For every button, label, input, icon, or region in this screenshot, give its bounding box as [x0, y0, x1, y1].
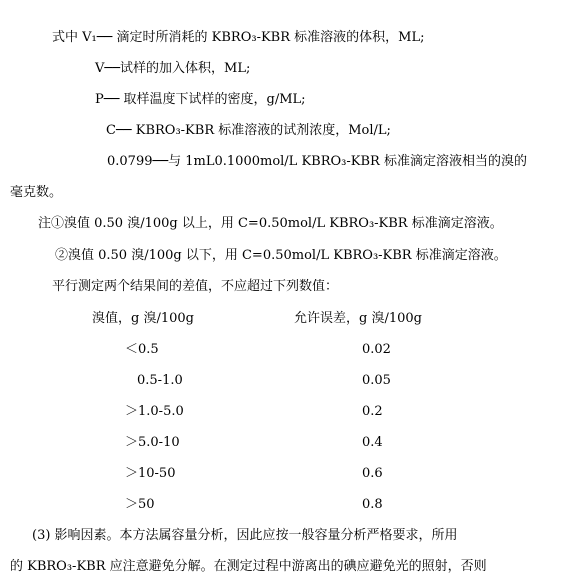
definition-v1: 式中 V₁── 滴定时所消耗的 KBRO₃-KBR 标准溶液的体积，ML; — [52, 30, 425, 45]
table-row — [0, 466, 579, 482]
definition-k-line2: 毫克数。 — [10, 185, 63, 200]
table-cell-range: ＞10-50 — [125, 466, 176, 481]
definition-p: P── 取样温度下试样的密度，g/ML; — [95, 92, 306, 107]
definition-v: V──试样的加入体积，ML; — [95, 61, 251, 76]
influence-factors-line1: (3) 影响因素。本方法属容量分析，因此应按一般容量分析严格要求，所用 — [32, 528, 458, 543]
table-cell-error: 0.6 — [362, 466, 383, 481]
influence-factors-line2: 的 KBRO₃-KBR 应注意避免分解。在测定过程中游离出的碘应避免光的照射，否则 — [10, 559, 487, 574]
table-cell-error: 0.4 — [362, 435, 383, 450]
table-cell-error: 0.02 — [362, 342, 391, 357]
table-cell-error: 0.8 — [362, 497, 383, 512]
table-row — [0, 373, 579, 389]
table-cell-range: ＞1.0-5.0 — [125, 404, 184, 419]
table-cell-range: 0.5-1.0 — [137, 373, 183, 388]
table-row — [0, 435, 579, 451]
table-row — [0, 342, 579, 358]
table-cell-error: 0.2 — [362, 404, 383, 419]
table-header-allowed-error: 允许误差，g 溴/100g — [294, 311, 422, 326]
table-header-row — [0, 311, 579, 327]
parallel-rule: 平行测定两个结果间的差值，不应超过下列数值： — [52, 279, 339, 294]
note-1: 注①溴值 0.50 溴/100g 以上，用 C=0.50mol/L KBRO₃-KBR 标准滴定溶液。 — [38, 216, 503, 231]
table-cell-range: ＞5.0-10 — [125, 435, 180, 450]
table-cell-range: ＞50 — [125, 497, 155, 512]
table-row — [0, 404, 579, 420]
table-header-bromine-value: 溴值，g 溴/100g — [92, 311, 194, 326]
table-cell-error: 0.05 — [362, 373, 391, 388]
table-cell-range: ＜0.5 — [125, 342, 159, 357]
note-2: ②溴值 0.50 溴/100g 以下，用 C=0.50mol/L KBRO₃-KBR 标准滴定溶液。 — [55, 248, 507, 263]
definition-c: C── KBRO₃-KBR 标准溶液的试剂浓度，Mol/L; — [106, 123, 391, 138]
definition-k-line1: 0.0799──与 1mL0.1000mol/L KBRO₃-KBR 标准滴定溶液相当的溴的 — [107, 154, 527, 169]
table-row — [0, 497, 579, 513]
